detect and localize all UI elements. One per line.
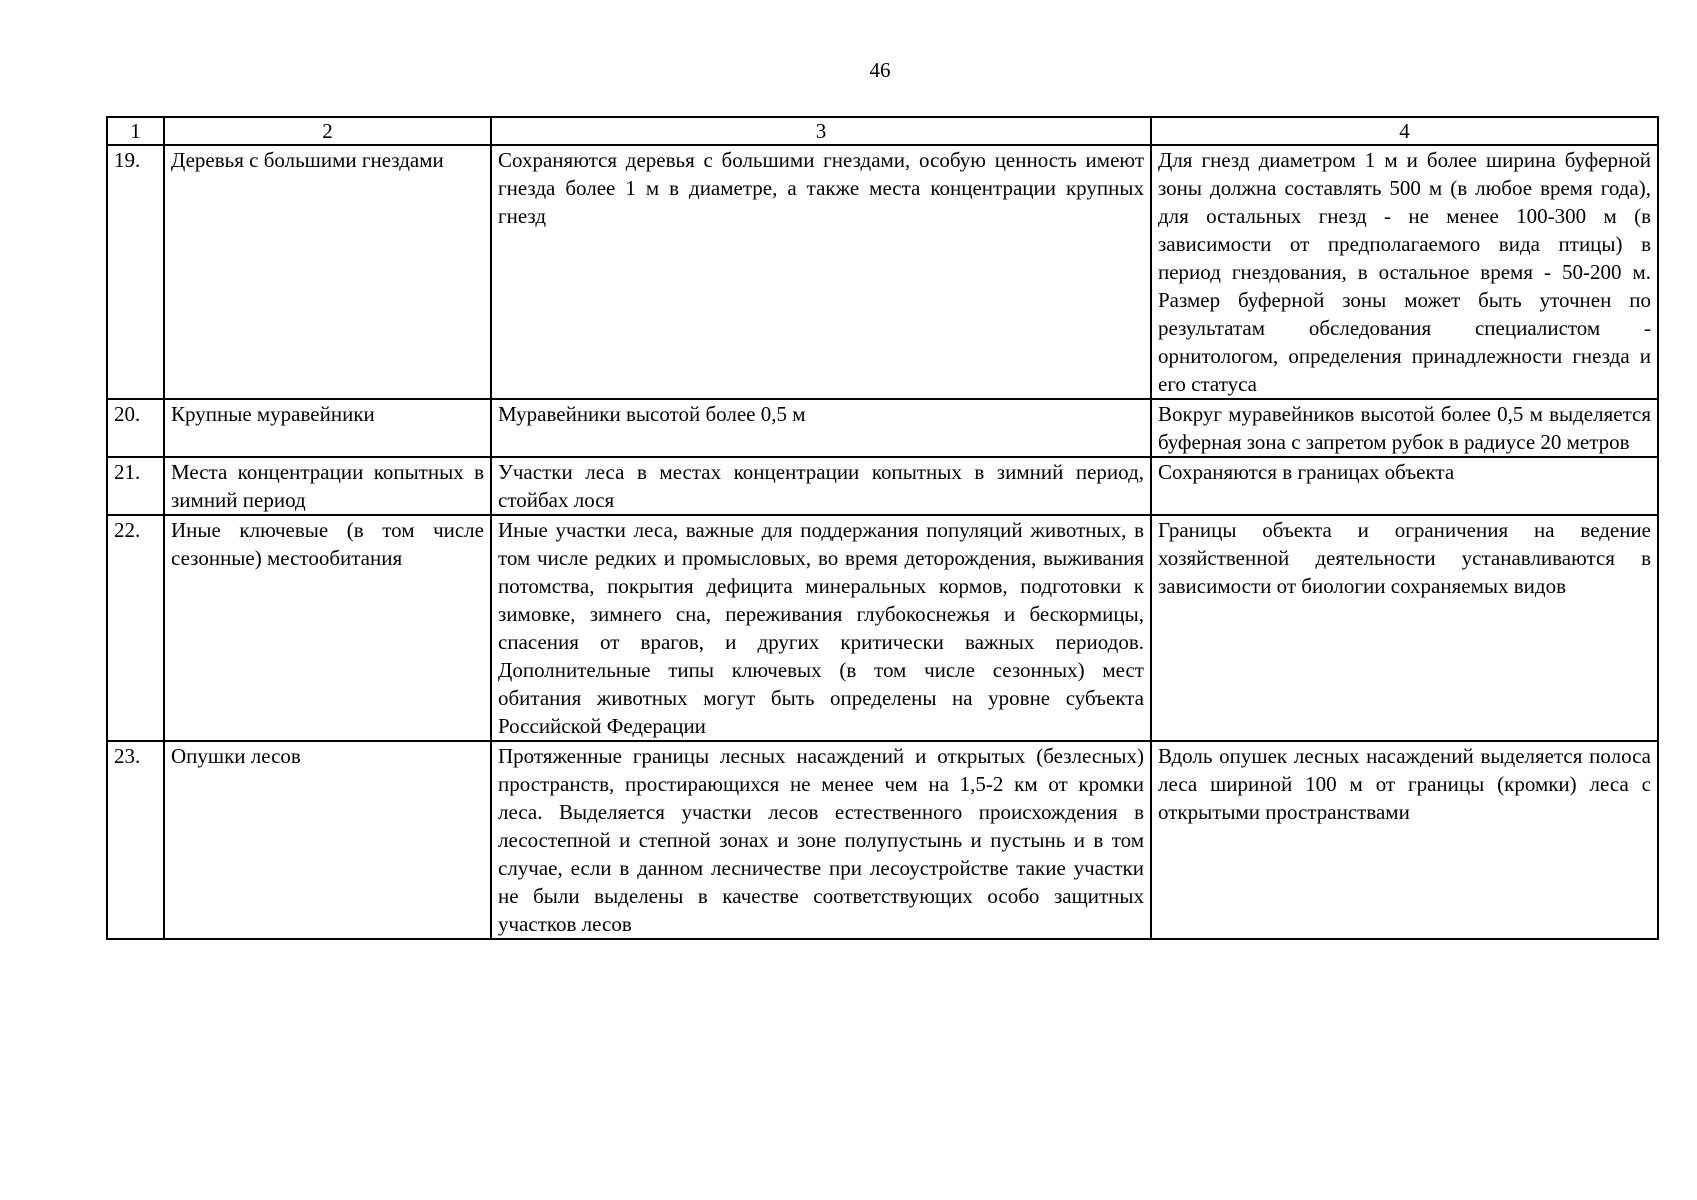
object-name: Опушки лесов xyxy=(164,741,491,939)
row-number: 22. xyxy=(107,515,164,741)
table-header-row xyxy=(107,117,1658,145)
document-table xyxy=(106,116,1659,940)
row-number: 21. xyxy=(107,457,164,515)
header-cell-3: 3 xyxy=(491,117,1151,145)
protection-measures: Сохраняются в границах объекта xyxy=(1151,457,1658,515)
table-row xyxy=(107,515,1658,741)
table-row xyxy=(107,741,1658,939)
header-cell-2: 2 xyxy=(164,117,491,145)
protection-measures: Вокруг муравейников высотой более 0,5 м выделяется буферная зона с запретом рубок в радиусе 20 метров xyxy=(1151,399,1658,457)
protection-measures: Границы объекта и ограничения на ведение хозяйственной деятельности устанавливаются в зависимости от биологии сохраняемых видов xyxy=(1151,515,1658,741)
header-cell-4: 4 xyxy=(1151,117,1658,145)
object-name: Деревья с большими гнездами xyxy=(164,145,491,399)
object-name: Места концентрации копытных в зимний период xyxy=(164,457,491,515)
object-description: Участки леса в местах концентрации копытных в зимний период, стойбах лося xyxy=(491,457,1151,515)
row-number: 20. xyxy=(107,399,164,457)
row-number: 19. xyxy=(107,145,164,399)
table-row xyxy=(107,457,1658,515)
table-row xyxy=(107,399,1658,457)
object-description: Сохраняются деревья с большими гнездами, особую ценность имеют гнезда более 1 м в диаметре, а также места концентрации крупных гнезд xyxy=(491,145,1151,399)
header-cell-1: 1 xyxy=(107,117,164,145)
protection-measures: Вдоль опушек лесных насаждений выделяется полоса леса шириной 100 м от границы (кромки) леса с открытыми пространствами xyxy=(1151,741,1658,939)
row-number: 23. xyxy=(107,741,164,939)
object-description: Протяженные границы лесных насаждений и открытых (безлесных) пространств, простирающихся не менее чем на 1,5-2 км от кромки леса. Выделяется участки лесов естественного происхождения в лесостепной и степной зонах и зоне полупустынь и пустынь и в том случае, если в данном лесничестве при лесоустройстве такие участки не были выделены в качестве соответствующих особо защитных участков лесов xyxy=(491,741,1151,939)
object-description: Муравейники высотой более 0,5 м xyxy=(491,399,1151,457)
page-number: 46 xyxy=(869,58,891,82)
object-name: Крупные муравейники xyxy=(164,399,491,457)
protection-measures: Для гнезд диаметром 1 м и более ширина буферной зоны должна составлять 500 м (в любое время года), для остальных гнезд - не менее 100-300 м (в зависимости от предполагаемого вида птицы) в период гнездования, в остальное время - 50-200 м. Размер буферной зоны может быть уточнен по результатам обследования специалистом - орнитологом, определения принадлежности гнезда и его статуса xyxy=(1151,145,1658,399)
table-row xyxy=(107,145,1658,399)
object-name: Иные ключевые (в том числе сезонные) местообитания xyxy=(164,515,491,741)
object-description: Иные участки леса, важные для поддержания популяций животных, в том числе редких и промысловых, во время деторождения, выживания потомства, покрытия дефицита минеральных кормов, подготовки к зимовке, зимнего сна, переживания глубокоснежья и бескормицы, спасения от врагов, и других критически важных периодов. Дополнительные типы ключевых (в том числе сезонных) мест обитания животных могут быть определены на уровне субъекта Российской Федерации xyxy=(491,515,1151,741)
